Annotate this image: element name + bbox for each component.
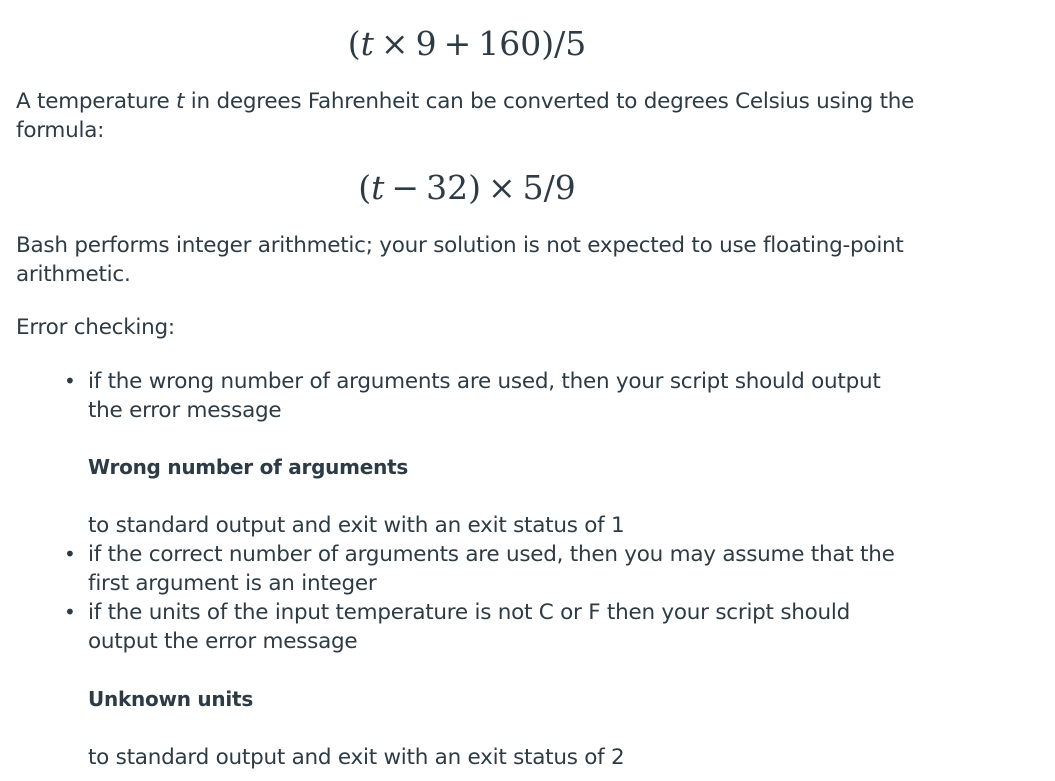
formula-times: × [380, 24, 409, 63]
formula-variable-t: t [360, 24, 374, 63]
formula-open-paren: ( [347, 24, 361, 63]
formula-slash: / [554, 24, 566, 63]
formula-plus: + [443, 24, 472, 63]
formula-close-paren: ) [468, 168, 481, 207]
unknown-units-exit-note: to standard output and exit with an exit status of 2 [88, 745, 625, 770]
error-checking-label: Error checking: [16, 315, 175, 340]
bullet-wrong-arguments: if the wrong number of arguments are used, then your script should output the error message [88, 369, 881, 423]
error-message-unknown-units: Unknown units [88, 687, 253, 711]
formula-nine: 9 [415, 24, 437, 63]
bullet-marker: • [64, 542, 76, 566]
bullet-marker: • [64, 369, 76, 393]
fahrenheit-paragraph [16, 87, 936, 145]
formula-five-ninths: 5/9 [522, 168, 576, 207]
formula-variable-t: t [371, 168, 385, 207]
formula-160: 160 [478, 24, 542, 63]
fahrenheit-variable-t: t [176, 89, 185, 114]
fahrenheit-text-post: in degrees Fahrenheit can be converted to degrees Celsius using the formula: [16, 89, 915, 143]
formula-times: × [487, 168, 516, 207]
formula-celsius-to-fahrenheit [0, 24, 934, 64]
bullet-correct-arguments: if the correct number of arguments are used, then you may assume that the first argument is an integer [88, 542, 895, 596]
bullet-marker: • [64, 600, 76, 624]
fahrenheit-text-pre: A temperature [16, 89, 177, 114]
formula-five: 5 [565, 24, 587, 63]
wrong-arguments-exit-note: to standard output and exit with an exit status of 1 [88, 513, 625, 538]
formula-32: 32 [426, 168, 469, 207]
bash-integer-note: Bash performs integer arithmetic; your solution is not expected to use floating-point arithmetic. [16, 233, 904, 287]
formula-fahrenheit-to-celsius [0, 168, 934, 208]
formula-minus: − [391, 168, 420, 207]
bullet-unknown-units: if the units of the input temperature is not C or F then your script should output the error message [88, 600, 851, 654]
error-message-wrong-arguments: Wrong number of arguments [88, 455, 409, 479]
formula-open-paren: ( [358, 168, 372, 207]
formula-close-paren: ) [541, 24, 555, 63]
